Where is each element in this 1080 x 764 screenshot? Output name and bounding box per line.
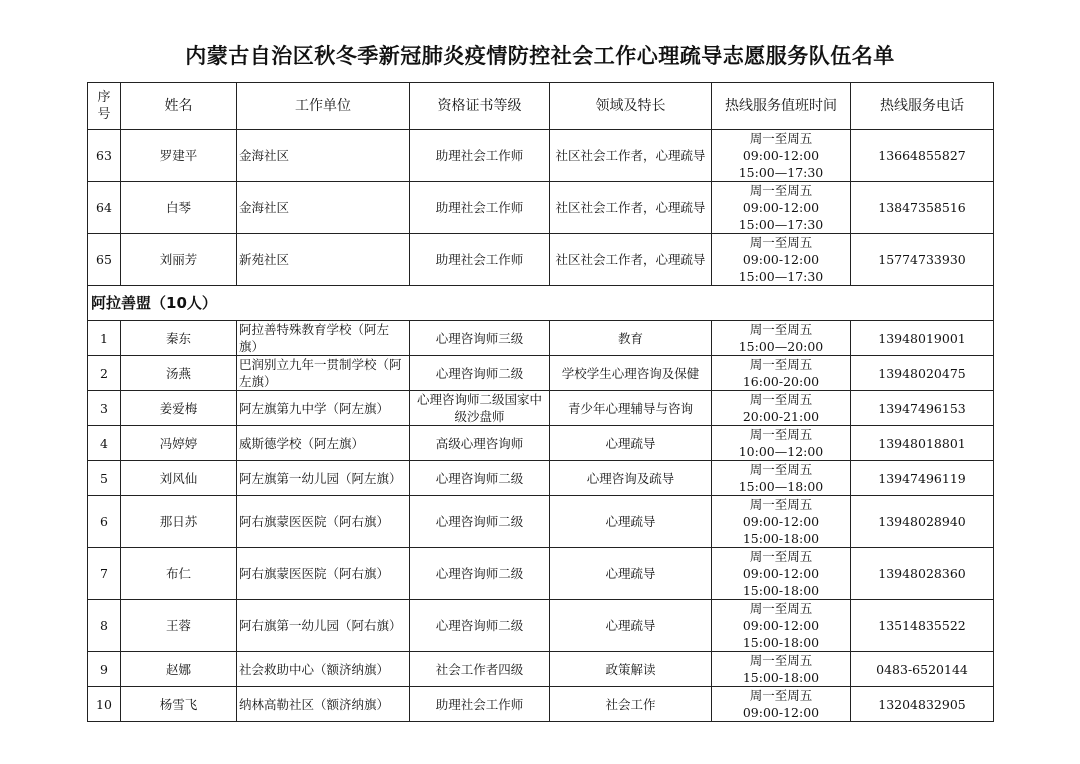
row-hours: [712, 548, 851, 600]
row-hours: [712, 234, 851, 286]
row-name: 王蓉: [121, 600, 237, 652]
row-index: 65: [88, 234, 121, 286]
table-row: [88, 496, 994, 548]
hours-line: 15:00—18:00: [738, 479, 824, 494]
hours-line: 09:00-12:00: [742, 514, 820, 529]
row-field: 社区社会工作者，心理疏导: [550, 130, 712, 182]
hours-line: 周一至周五: [749, 688, 813, 703]
row-cert: 心理咨询师三级: [410, 321, 550, 356]
section-title: 阿拉善盟（10人）: [88, 286, 994, 321]
row-field: 心理疏导: [550, 426, 712, 461]
hours-line: 09:00-12:00: [742, 566, 820, 581]
hours-line: 周一至周五: [749, 322, 813, 337]
hours-line: 15:00—17:30: [738, 217, 824, 232]
table-row: [88, 548, 994, 600]
row-cert: 心理咨询师二级国家中级沙盘师: [410, 391, 550, 426]
row-index: 4: [88, 426, 121, 461]
row-unit: 金海社区: [237, 182, 410, 234]
hours-line: 周一至周五: [749, 653, 813, 668]
hours-line: 09:00-12:00: [742, 200, 820, 215]
row-phone: 15774733930: [851, 234, 994, 286]
row-hours: [712, 600, 851, 652]
row-unit: 新苑社区: [237, 234, 410, 286]
row-cert: 心理咨询师二级: [410, 356, 550, 391]
row-index: 7: [88, 548, 121, 600]
hours-line: 周一至周五: [749, 549, 813, 564]
header-cert: 资格证书等级: [410, 83, 550, 130]
row-field: 心理疏导: [550, 548, 712, 600]
row-field: 心理疏导: [550, 600, 712, 652]
row-phone: 13948019001: [851, 321, 994, 356]
row-phone: 13948028940: [851, 496, 994, 548]
row-hours: [712, 687, 851, 722]
hours-line: 20:00-21:00: [742, 409, 820, 424]
hours-line: 09:00-12:00: [742, 705, 820, 720]
row-phone: 13514835522: [851, 600, 994, 652]
row-field: 社区社会工作者，心理疏导: [550, 234, 712, 286]
row-cert: 社会工作者四级: [410, 652, 550, 687]
row-unit: 阿右旗蒙医医院（阿右旗）: [237, 496, 410, 548]
row-phone: 13948020475: [851, 356, 994, 391]
row-field: 政策解读: [550, 652, 712, 687]
row-unit: 威斯德学校（阿左旗）: [237, 426, 410, 461]
volunteer-table: [87, 82, 994, 722]
table-row: [88, 356, 994, 391]
row-cert: 助理社会工作师: [410, 234, 550, 286]
row-name: 刘风仙: [121, 461, 237, 496]
hours-line: 周一至周五: [749, 427, 813, 442]
row-index: 1: [88, 321, 121, 356]
header-phone: 热线服务电话: [851, 83, 994, 130]
row-unit: 阿右旗蒙医医院（阿右旗）: [237, 548, 410, 600]
row-name: 汤燕: [121, 356, 237, 391]
row-phone: 13847358516: [851, 182, 994, 234]
hours-line: 09:00-12:00: [742, 618, 820, 633]
table-row: [88, 687, 994, 722]
row-unit: 阿左旗第一幼儿园（阿左旗）: [237, 461, 410, 496]
row-field: 社会工作: [550, 687, 712, 722]
row-name: 白琴: [121, 182, 237, 234]
table-row: [88, 391, 994, 426]
row-index: 9: [88, 652, 121, 687]
row-name: 冯婷婷: [121, 426, 237, 461]
row-field: 青少年心理辅导与咨询: [550, 391, 712, 426]
row-name: 杨雪飞: [121, 687, 237, 722]
row-index: 5: [88, 461, 121, 496]
header-name: 姓名: [121, 83, 237, 130]
row-hours: [712, 426, 851, 461]
hours-line: 周一至周五: [749, 392, 813, 407]
row-phone: 13664855827: [851, 130, 994, 182]
row-hours: [712, 652, 851, 687]
hours-line: 周一至周五: [749, 497, 813, 512]
row-index: 8: [88, 600, 121, 652]
row-name: 布仁: [121, 548, 237, 600]
hours-line: 10:00—12:00: [738, 444, 824, 459]
row-name: 罗建平: [121, 130, 237, 182]
hours-line: 15:00-18:00: [742, 583, 820, 598]
row-hours: [712, 496, 851, 548]
hours-line: 周一至周五: [749, 357, 813, 372]
row-unit: 阿右旗第一幼儿园（阿右旗）: [237, 600, 410, 652]
row-cert: 心理咨询师二级: [410, 496, 550, 548]
table-row: [88, 461, 994, 496]
hours-line: 09:00-12:00: [742, 148, 820, 163]
row-field: 学校学生心理咨询及保健: [550, 356, 712, 391]
row-name: 赵娜: [121, 652, 237, 687]
hours-line: 09:00-12:00: [742, 252, 820, 267]
row-index: 64: [88, 182, 121, 234]
row-unit: 社会救助中心（额济纳旗）: [237, 652, 410, 687]
row-field: 教育: [550, 321, 712, 356]
hours-line: 15:00-18:00: [742, 670, 820, 685]
row-phone: 13204832905: [851, 687, 994, 722]
page-title: 内蒙古自治区秋冬季新冠肺炎疫情防控社会工作心理疏导志愿服务队伍名单: [185, 44, 895, 68]
row-field: 心理疏导: [550, 496, 712, 548]
section-row: [88, 286, 994, 321]
row-unit: 阿拉善特殊教育学校（阿左旗）: [237, 321, 410, 356]
row-phone: 13948028360: [851, 548, 994, 600]
row-cert: 助理社会工作师: [410, 687, 550, 722]
table-row: [88, 234, 994, 286]
hours-line: 15:00—17:30: [738, 165, 824, 180]
row-hours: [712, 321, 851, 356]
row-cert: 心理咨询师二级: [410, 548, 550, 600]
row-name: 姜爱梅: [121, 391, 237, 426]
table-row: [88, 426, 994, 461]
row-cert: 高级心理咨询师: [410, 426, 550, 461]
hours-line: 15:00—17:30: [738, 269, 824, 284]
row-unit: 纳林高勒社区（额济纳旗）: [237, 687, 410, 722]
hours-line: 16:00-20:00: [742, 374, 820, 389]
hours-line: 周一至周五: [749, 183, 813, 198]
row-index: 6: [88, 496, 121, 548]
hours-line: 周一至周五: [749, 462, 813, 477]
header-hours: 热线服务值班时间: [712, 83, 851, 130]
table-row: [88, 652, 994, 687]
row-cert: 心理咨询师二级: [410, 461, 550, 496]
table-row: [88, 600, 994, 652]
row-index: 2: [88, 356, 121, 391]
row-phone: 0483-6520144: [851, 652, 994, 687]
row-index: 3: [88, 391, 121, 426]
row-cert: 心理咨询师二级: [410, 600, 550, 652]
row-index: 10: [88, 687, 121, 722]
row-name: 刘丽芳: [121, 234, 237, 286]
hours-line: 15:00-18:00: [742, 635, 820, 650]
row-phone: 13947496153: [851, 391, 994, 426]
header-field: 领域及特长: [550, 83, 712, 130]
row-phone: 13948018801: [851, 426, 994, 461]
hours-line: 15:00—20:00: [738, 339, 824, 354]
table-row: [88, 130, 994, 182]
row-unit: 巴润别立九年一贯制学校（阿左旗）: [237, 356, 410, 391]
row-hours: [712, 182, 851, 234]
row-hours: [712, 130, 851, 182]
hours-line: 周一至周五: [749, 131, 813, 146]
row-cert: 助理社会工作师: [410, 182, 550, 234]
table-row: [88, 182, 994, 234]
header-index: 序号: [88, 83, 121, 130]
hours-line: 周一至周五: [749, 601, 813, 616]
row-unit: 阿左旗第九中学（阿左旗）: [237, 391, 410, 426]
row-field: 心理咨询及疏导: [550, 461, 712, 496]
row-name: 那日苏: [121, 496, 237, 548]
hours-line: 15:00-18:00: [742, 531, 820, 546]
row-field: 社区社会工作者，心理疏导: [550, 182, 712, 234]
header-row: [88, 83, 994, 130]
row-unit: 金海社区: [237, 130, 410, 182]
row-hours: [712, 461, 851, 496]
row-index: 63: [88, 130, 121, 182]
row-hours: [712, 391, 851, 426]
row-hours: [712, 356, 851, 391]
row-cert: 助理社会工作师: [410, 130, 550, 182]
row-phone: 13947496119: [851, 461, 994, 496]
header-unit: 工作单位: [237, 83, 410, 130]
table-row: [88, 321, 994, 356]
row-name: 秦东: [121, 321, 237, 356]
hours-line: 周一至周五: [749, 235, 813, 250]
